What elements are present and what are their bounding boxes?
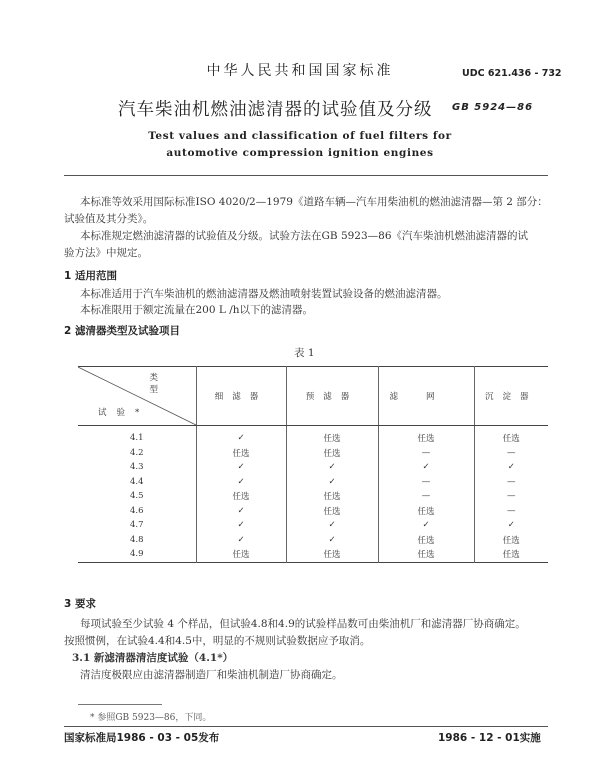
section-3-line-2: 按照惯例，在试验4.4和4.5中，明显的不规则试验数据应予取消。: [64, 635, 371, 647]
table-row: [78, 533, 548, 548]
section-2-heading: 2 滤清器类型及试验项目: [64, 325, 180, 337]
table-row: [78, 504, 548, 519]
table-cell: 任选: [378, 533, 474, 548]
table-row: [78, 489, 548, 504]
table-row: [78, 547, 548, 562]
table-cell: ✓: [286, 460, 378, 475]
test-number-cell: 4.9: [129, 549, 144, 560]
table-cell: —: [474, 489, 548, 504]
table-row: [78, 446, 548, 461]
published-date: 国家标准局1986 - 03 - 05发布: [64, 732, 220, 744]
table-cell: ✓: [474, 518, 548, 533]
filter-type-test-table: [78, 366, 548, 563]
table-cell: ✓: [286, 518, 378, 533]
column-header-strainer: 滤网: [378, 367, 474, 426]
column-header-pre-filter: 预滤器: [286, 367, 378, 426]
table-cell: 任选: [378, 426, 474, 446]
table-cell: —: [474, 446, 548, 461]
table-row: [78, 518, 548, 533]
national-standard-title: 中华人民共和国国家标准: [206, 63, 394, 79]
table-cell: 任选: [474, 426, 548, 446]
table-cell: 任选: [378, 547, 474, 562]
intro-para-1-line-1: 本标准等效采用国际标准ISO 4020/2—1979《道路车辆—汽车用柴油机的燃油滤清器—第 2 部分：: [80, 196, 548, 208]
table-cell: 任选: [196, 489, 286, 504]
table-cell: ✓: [286, 475, 378, 490]
english-title-line-2: automotive compression ignition engines: [166, 147, 434, 159]
section-3-1-heading: 3.1 新滤清器清洁度试验（4.1*）: [72, 652, 234, 664]
table-cell: 任选: [196, 446, 286, 461]
section-3-1-line: 清洁度极限应由滤清器制造厂和柴油机制造厂协商确定。: [80, 669, 343, 681]
corner-test-label: 试验*: [98, 408, 150, 418]
page-title: 汽车柴油机燃油滤清器的试验值及分级: [118, 100, 433, 120]
table-cell: —: [378, 475, 474, 490]
test-number-cell: 4.6: [129, 505, 144, 516]
table-cell: ✓: [378, 518, 474, 533]
table-cell: ✓: [196, 475, 286, 490]
table-cell: 任选: [286, 426, 378, 446]
footer-divider: [64, 726, 548, 727]
intro-para-2-line-1: 本标准规定燃油滤清器的试验值及分级。试验方法在GB 5923—86《汽车柴油机燃油滤清器的试: [80, 230, 529, 242]
table-cell: 任选: [286, 446, 378, 461]
table-cell: 任选: [378, 504, 474, 519]
gb-standard-number: GB 5924—86: [452, 102, 534, 113]
table-cell: ✓: [378, 460, 474, 475]
table-cell: 任选: [286, 504, 378, 519]
table-cell: ✓: [196, 460, 286, 475]
table-cell: ✓: [196, 533, 286, 548]
table-cell: 任选: [196, 547, 286, 562]
table-cell: —: [474, 504, 548, 519]
english-title-line-1: Test values and classification of fuel filters for: [148, 130, 452, 142]
table-corner-cell: [78, 367, 196, 426]
intro-para-1-line-2: 试验值及其分类》。: [64, 213, 154, 225]
table-cell: 任选: [286, 547, 378, 562]
table-row: [78, 475, 548, 490]
column-header-fine-filter: 细滤器: [196, 367, 286, 426]
udc-code: UDC 621.436 - 732: [462, 68, 562, 79]
column-header-sediment-bowl: 沉淀器: [474, 367, 548, 426]
test-number-cell: 4.3: [129, 462, 144, 473]
test-number-cell: 4.5: [129, 491, 144, 502]
table-row: [78, 460, 548, 475]
footnote-divider: [78, 704, 162, 705]
table-cell: 任选: [474, 533, 548, 548]
test-number-cell: 4.7: [129, 520, 144, 531]
test-number-cell: 4.2: [129, 447, 144, 458]
section-3-heading: 3 要求: [64, 598, 96, 610]
table-cell: ✓: [286, 533, 378, 548]
table-cell: ✓: [196, 426, 286, 446]
table-header-row: [78, 367, 548, 426]
table-cell: 任选: [286, 489, 378, 504]
english-title: [0, 128, 600, 162]
table-cell: —: [474, 475, 548, 490]
test-number-cell: 4.1: [129, 433, 144, 444]
section-1-heading: 1 适用范围: [64, 270, 117, 282]
section-1-line-2: 本标准限用于额定流量在200 L /h以下的滤清器。: [80, 304, 313, 316]
table-cell: ✓: [196, 504, 286, 519]
test-number-cell: 4.8: [129, 534, 144, 545]
intro-para-2-line-2: 验方法》中规定。: [64, 247, 148, 259]
table-caption: 表 1: [294, 347, 315, 359]
implemented-date: 1986 - 12 - 01实施: [438, 732, 541, 744]
test-number-cell: 4.4: [129, 476, 144, 487]
table-cell: 任选: [474, 547, 548, 562]
header-divider: [64, 175, 548, 176]
table-cell: —: [378, 446, 474, 461]
table-cell: —: [378, 489, 474, 504]
section-1-line-1: 本标准适用于汽车柴油机的燃油滤清器及燃油喷射装置试验设备的燃油滤清器。: [80, 288, 448, 300]
corner-type-label: 类型: [149, 373, 182, 395]
table-cell: ✓: [196, 518, 286, 533]
table-row: [78, 426, 548, 446]
footnote: * 参照GB 5923—86，下同。: [90, 713, 212, 723]
section-3-line-1: 每项试验至少试验 4 个样品，但试验4.8和4.9的试验样品数可由柴油机厂和滤清器厂协商确定。: [80, 618, 526, 630]
table-cell: ✓: [474, 460, 548, 475]
